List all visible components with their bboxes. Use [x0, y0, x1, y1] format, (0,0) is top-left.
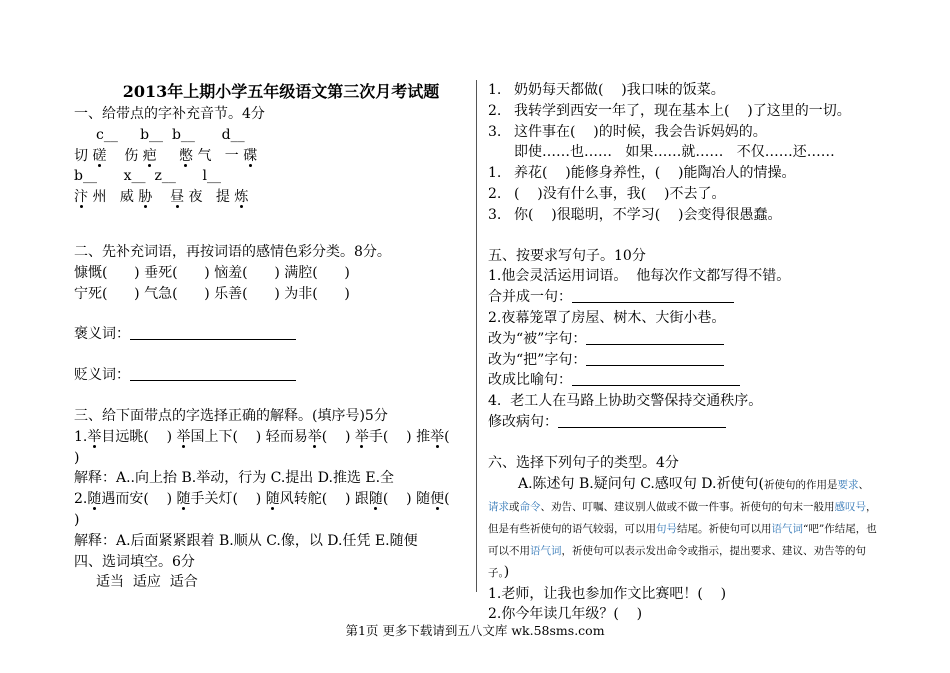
praise-words-line: 褒义词：	[74, 324, 466, 345]
word-row-2	[74, 187, 466, 208]
derogatory-words-blank[interactable]	[130, 366, 296, 381]
bei-line: 改为“被”字句：	[488, 329, 878, 350]
merge-blank[interactable]	[572, 288, 734, 303]
imperative-note: 祈使句的作用是要求、请求或命令、劝告、叮嘱、建议别人做或不做一件事。祈使句的句末一般用感叹号，但是有些祈使句的语气较弱，可以用句号结尾。祈使句可以用语气词“吧”作结尾，也可以不用语气词，祈使句可以表示发出命令或指示，提出要求、建议、劝告等的句子。	[488, 478, 877, 579]
ba-blank[interactable]	[586, 351, 724, 366]
conj-item-3: 3. 你( )很聪明，不学习( )会变得很愚蠢。	[488, 206, 782, 223]
column-divider	[476, 80, 477, 592]
pinyin-row-1: c__ b__ b__ d__	[96, 126, 245, 143]
conj-item-2: 2. ( )没有什么事，我( )不去了。	[488, 185, 726, 202]
ju-question-line: 1.举目远眺( ) 举国上下( ) 轻而易举( ) 举手( ) 推举(	[74, 428, 450, 445]
fix-sentence-blank[interactable]	[558, 413, 726, 428]
conj-item-1: 1. 养花( )能修身养性，( )能陶冶人的情操。	[488, 165, 796, 182]
ju-explanations: 解释：A..向上抬 B.举动，行为 C.提出 D.推选 E.全	[74, 470, 395, 487]
word-qiecuo: 切 磋	[74, 147, 107, 164]
metaphor-line: 改成比喻句：	[488, 370, 878, 391]
derogatory-words-line: 贬义词：	[74, 365, 466, 386]
word-shangba: 伤 疤	[124, 147, 157, 164]
sui-question-close: )	[74, 511, 80, 528]
s5-question-4: 4. 老工人在马路上协助交警保持交通秩序。	[488, 393, 763, 410]
idiom-row-2: 宁死( ) 气急( ) 乐善( ) 为非( )	[74, 285, 350, 302]
fill-item-3: 3. 这件事在( )的时候，我会告诉妈妈的。	[488, 123, 767, 140]
word-tilian: 提 炼	[215, 189, 249, 206]
word-weixie: 威 胁	[119, 189, 153, 206]
left-column	[74, 78, 466, 593]
s6-question-2: 2.你今年读几年级？( )	[488, 606, 643, 623]
section-5-heading: 五、按要求写句子。10分	[488, 247, 646, 264]
page-title: 2013年上期小学五年级语文第三次月考试题	[122, 82, 440, 101]
word-bieqi: 憋 气	[178, 147, 212, 164]
idiom-row-1: 慷慨( ) 垂死( ) 恼羞( ) 满腔( )	[74, 264, 350, 281]
section-3-heading: 三、给下面带点的字选择正确的解释。(填序号)5分	[74, 407, 388, 424]
metaphor-blank[interactable]	[572, 371, 740, 386]
bei-blank[interactable]	[586, 330, 724, 345]
fill-item-2: 2. 我转学到西安一年了，现在基本上( )了这里的一切。	[488, 102, 851, 119]
ju-question-close: )	[74, 449, 80, 466]
s6-question-1: 1.老师，让我也参加作文比赛吧！( )	[488, 585, 727, 602]
word-zhouye: 昼 夜	[170, 189, 203, 206]
s5-question-1: 1.他会灵活运用词语。 他每次作文都写得不错。	[488, 268, 791, 285]
page-footer: 第1页 更多下载请到五八文库 wk.58sms.com	[345, 623, 605, 638]
word-choices: 适当 适应 适合	[96, 574, 198, 591]
pinyin-row-2: b__ x__ z__ l__	[74, 168, 222, 185]
praise-words-blank[interactable]	[130, 325, 296, 340]
s5-question-2: 2.夜幕笼罩了房屋、树木、大街小巷。	[488, 309, 726, 326]
fix-sentence-line: 修改病句：	[488, 412, 878, 433]
sentence-type-options: A.陈述句 B.疑问句 C.感叹句 D.祈使句(祈使句的作用是要求、请求或命令、劝告、叮嘱、建议别人做或不做一件事。祈使句的句末一般用感叹号，但是有些祈使句的语气较弱，可以用句号结尾。祈使句可以用语气词“吧”作结尾，也可以不用语气词，祈使句可以表示发出命令或指示，提出要求、建议、劝告等的句子。)	[488, 475, 877, 580]
sui-explanations: 解释：A.后面紧紧跟着 B.顺从 C.像，以 D.任凭 E.随便	[74, 532, 418, 549]
section-1-heading: 一、给带点的字补充音节。4分	[74, 106, 265, 122]
word-bianzhou: 汴 州	[74, 189, 107, 206]
fill-item-1: 1. 奶奶每天都做( )我口味的饭菜。	[488, 82, 725, 98]
word-row-1	[74, 146, 466, 167]
right-column	[488, 78, 878, 625]
section-6-heading: 六、选择下列句子的类型。4分	[488, 454, 679, 471]
section-4-heading: 四、选词填空。6分	[74, 553, 195, 570]
section-2-heading: 二、先补充词语，再按词语的感情色彩分类。8分。	[74, 243, 391, 260]
type-options-text: A.陈述句 B.疑问句 C.感叹句 D.祈使句(	[518, 475, 764, 492]
merge-line: 合并成一句：	[488, 287, 878, 308]
word-yidie: 一 碟	[224, 147, 258, 164]
ba-line: 改为“把”字句：	[488, 350, 878, 371]
conjunction-choices: 即使……也…… 如果……就…… 不仅……还……	[514, 144, 835, 161]
sui-question-line: 2.随遇而安( ) 随手关灯( ) 随风转舵( ) 跟随( ) 随便(	[74, 491, 450, 508]
